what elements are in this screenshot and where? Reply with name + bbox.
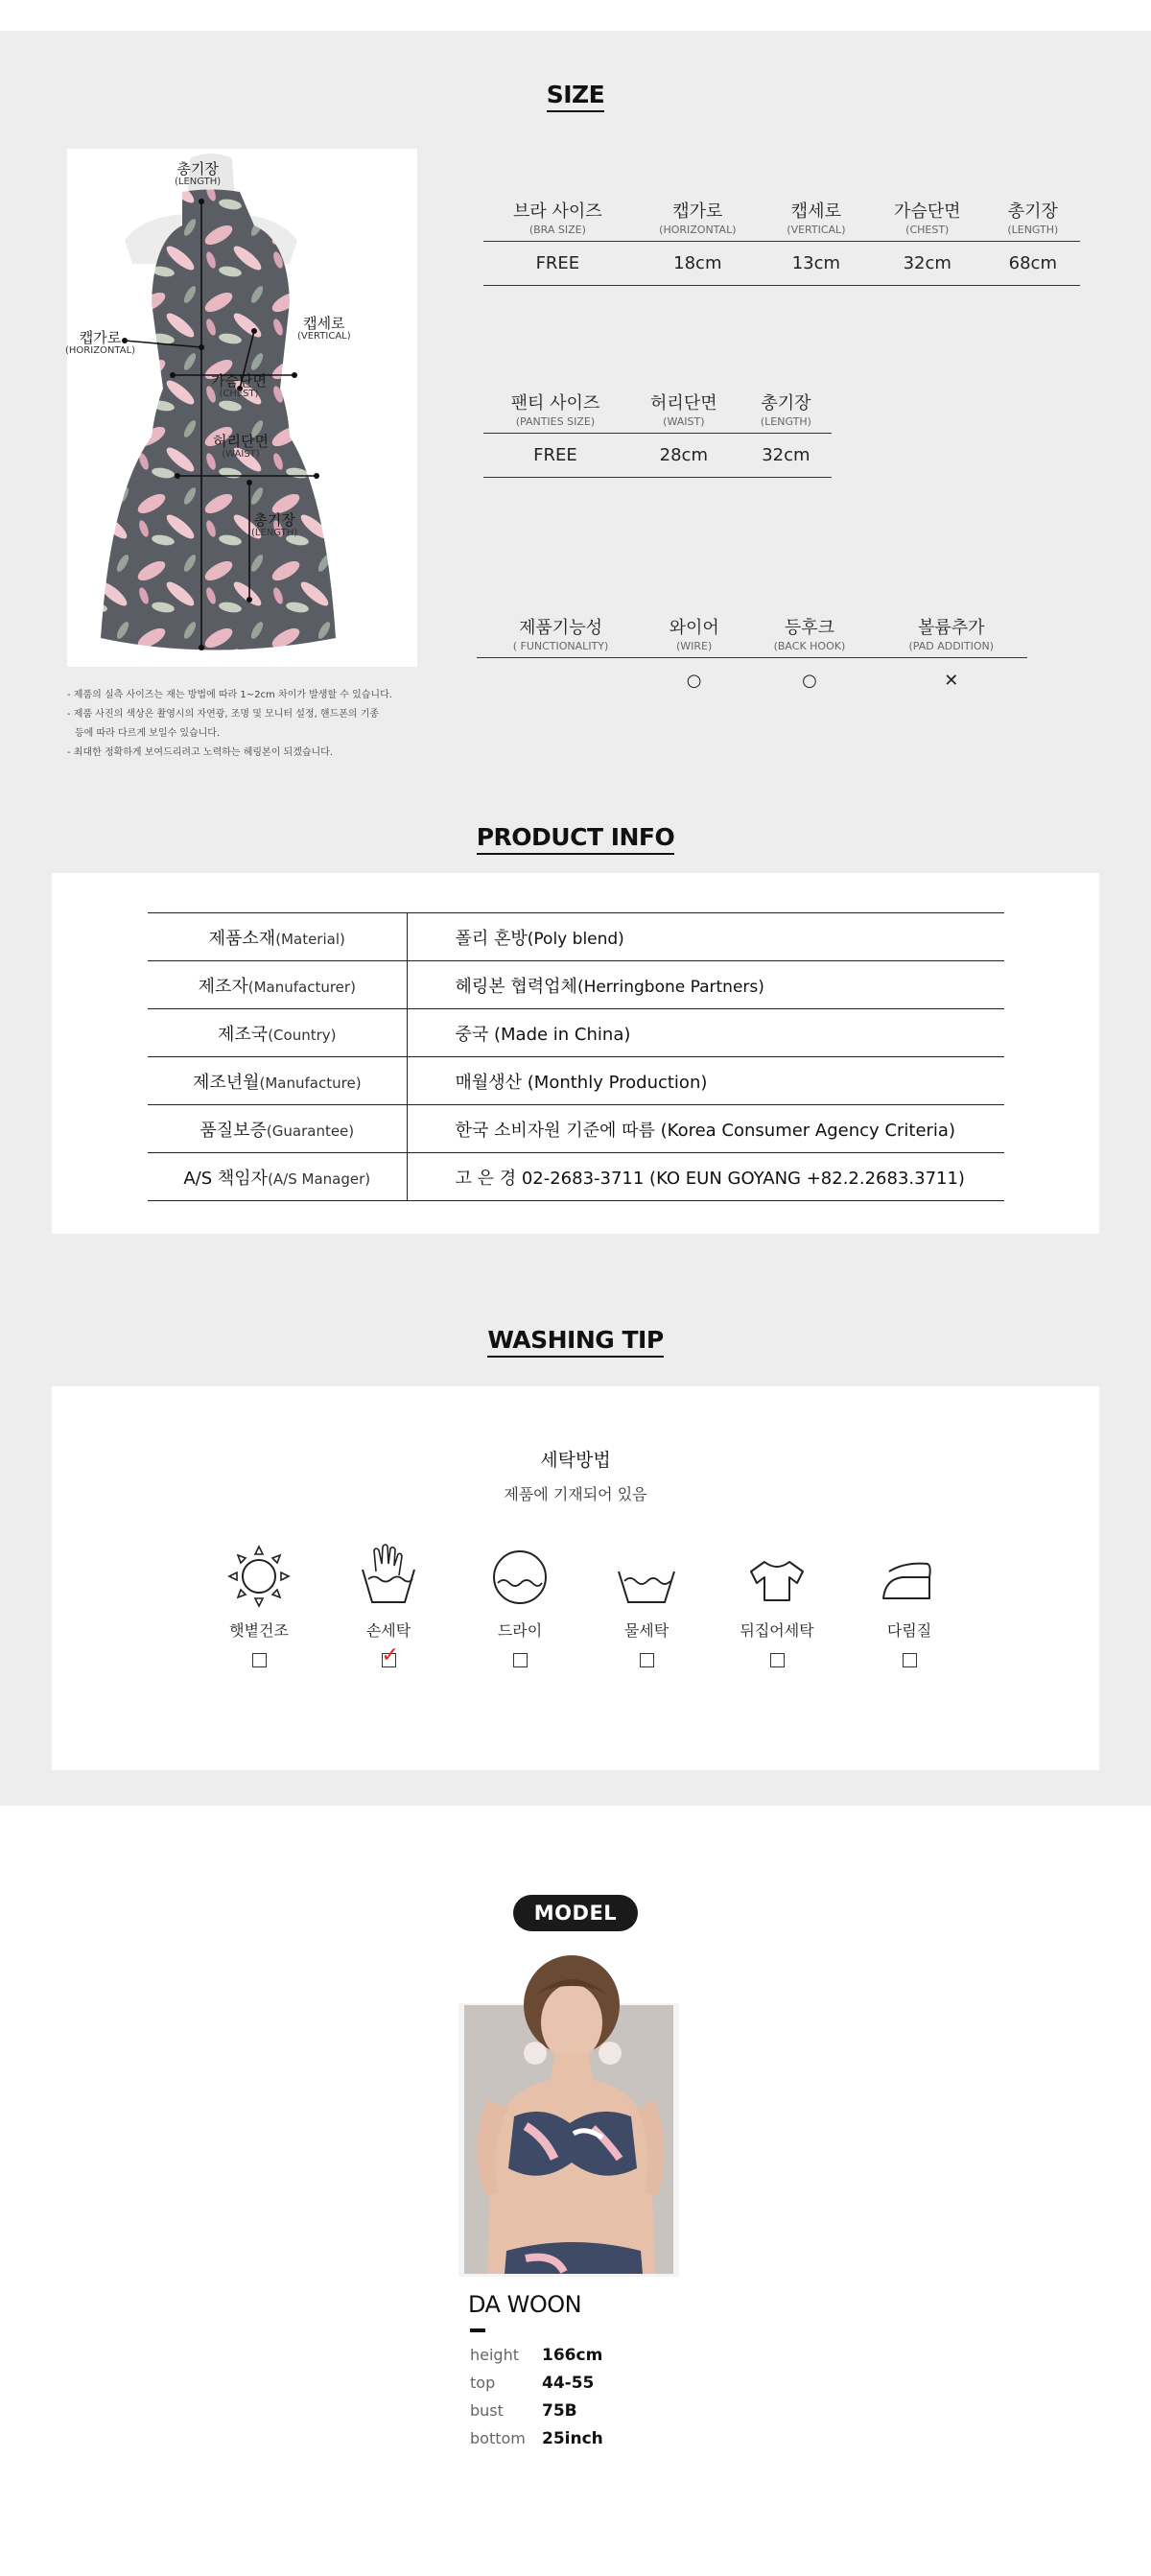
- wash-label: 햇볕건조: [229, 1621, 289, 1640]
- info-value: 고 은 경 02-2683-3711 (KO EUN GOYANG +82.2.2683.3711): [455, 1168, 965, 1189]
- func-cell-empty: [477, 658, 645, 702]
- dress-illustration: [67, 149, 417, 667]
- info-key: 제조자(Manufacturer): [148, 961, 407, 1009]
- washing-subheading: 제품에 기재되어 있음: [504, 1485, 647, 1503]
- bra-cell-length: 68cm: [1008, 253, 1057, 274]
- label-cup-vertical: 캡세로 (VERTICAL): [297, 315, 351, 342]
- bra-cell-horizontal: 18cm: [673, 253, 722, 274]
- dry-clean-checkbox[interactable]: [513, 1653, 528, 1667]
- bra-header-vertical: 캡세로 (VERTICAL): [787, 201, 846, 236]
- panty-header-size: 팬티 사이즈 (PANTIES SIZE): [510, 393, 600, 428]
- wash-item-water-wash: [589, 1543, 704, 1667]
- label-waist: 허리단면 (WAIST): [213, 433, 269, 460]
- bra-header-chest: 가슴단면 (CHEST): [893, 201, 961, 236]
- model-spec-row: [470, 2345, 602, 2366]
- hand-wash-checkbox[interactable]: [381, 1643, 399, 1667]
- func-header-functionality: 제품기능성 ( FUNCTIONALITY): [512, 618, 609, 652]
- table-row: [148, 1105, 1004, 1153]
- bra-header-size: 브라 사이즈 (BRA SIZE): [513, 201, 602, 236]
- func-header-back-hook: 등후크 (BACK HOOK): [773, 618, 846, 652]
- panty-cell-length: 32cm: [762, 445, 810, 466]
- panty-cell-size: FREE: [533, 445, 577, 466]
- garment-measurement-diagram: [67, 149, 417, 667]
- model-photo: [458, 1946, 679, 2277]
- water-wash-checkbox[interactable]: [640, 1653, 654, 1667]
- spec-value: 75B: [542, 2401, 577, 2421]
- size-section-title: SIZE: [0, 81, 1151, 112]
- func-header-pad: 볼륨추가 (PAD ADDITION): [908, 618, 995, 652]
- bra-cell-chest: 32cm: [903, 253, 951, 274]
- bra-header-horizontal: 캡가로 (HORIZONTAL): [659, 201, 737, 236]
- wash-item-sun-dry: [201, 1543, 317, 1667]
- hand-wash-icon: [355, 1543, 422, 1610]
- wash-label: 뒤집어세탁: [740, 1621, 814, 1640]
- panty-header-length: 총기장 (LENGTH): [760, 393, 811, 428]
- note-line: - 제품 사진의 색상은 촬영시의 자연광, 조명 및 모니터 설정, 핸드폰의 기종: [67, 709, 380, 720]
- label-cup-horizontal: 캡가로 (HORIZONTAL): [65, 329, 136, 356]
- panty-cell-waist: 28cm: [659, 445, 708, 466]
- model-badge: MODEL: [513, 1895, 638, 1931]
- note-line: 등에 따라 다르게 보일수 있습니다.: [75, 728, 221, 739]
- bra-cell-vertical: 13cm: [791, 253, 841, 274]
- info-value: 한국 소비자원 기준에 따름 (Korea Consumer Agency Criteria): [455, 1120, 955, 1141]
- note-line: - 최대한 정확하게 보여드리려고 노력하는 헤링본이 되겠습니다.: [67, 747, 334, 758]
- bra-cell-size: FREE: [535, 253, 580, 274]
- sun-dry-checkbox[interactable]: [252, 1653, 267, 1667]
- model-spec-row: [470, 2428, 603, 2449]
- water-wash-icon: [613, 1543, 680, 1610]
- label-chest: 가슴단면 (CHEST): [211, 372, 267, 399]
- model-spec-row: [470, 2373, 594, 2394]
- spec-key: bottom: [470, 2429, 526, 2447]
- info-value: 폴리 혼방(Poly blend): [455, 928, 624, 949]
- table-row: [148, 1009, 1004, 1057]
- info-key: A/S 책임자(A/S Manager): [148, 1153, 407, 1201]
- size-notes: [67, 686, 432, 763]
- wash-item-hand-wash: [331, 1543, 446, 1667]
- spec-value: 44-55: [542, 2374, 595, 2393]
- wash-label: 드라이: [497, 1621, 543, 1640]
- table-row: [148, 1153, 1004, 1201]
- model-name-underline: [470, 2328, 485, 2332]
- note-line: - 제품의 실측 사이즈는 재는 방법에 따라 1~2cm 차이가 발생할 수 있습니다.: [67, 690, 392, 700]
- functionality-table: [477, 620, 1027, 702]
- info-key: 제조년월(Manufacture): [148, 1057, 407, 1105]
- iron-checkbox[interactable]: [903, 1653, 917, 1667]
- spec-key: top: [470, 2374, 496, 2392]
- wash-item-inside-out: [719, 1543, 834, 1667]
- iron-icon: [876, 1543, 943, 1610]
- wash-label: 물세탁: [623, 1621, 669, 1640]
- table-row: [483, 242, 1080, 286]
- table-row: [483, 434, 832, 478]
- washing-tip-title: WASHING TIP: [0, 1326, 1151, 1358]
- spec-value: 166cm: [542, 2346, 603, 2365]
- bra-header-length: 총기장 (LENGTH): [1007, 201, 1059, 236]
- sun-dry-icon: [225, 1543, 293, 1610]
- washing-heading: 세탁방법: [540, 1450, 611, 1471]
- model-name: DA WOON: [468, 2291, 582, 2318]
- table-row: [148, 1057, 1004, 1105]
- pad-no-cross-icon: ✕: [944, 670, 959, 691]
- table-row: [148, 913, 1004, 961]
- wash-label: 손세탁: [365, 1621, 411, 1640]
- model-spec-row: [470, 2400, 577, 2422]
- table-row: [148, 961, 1004, 1009]
- spec-value: 25inch: [542, 2429, 603, 2448]
- info-value: 중국 (Made in China): [455, 1024, 631, 1045]
- info-value: 헤링본 협력업체(Herringbone Partners): [455, 976, 764, 997]
- info-key: 품질보증(Guarantee): [148, 1105, 407, 1153]
- info-key: 제조국(Country): [148, 1009, 407, 1057]
- inside-out-wash-checkbox[interactable]: [770, 1653, 785, 1667]
- table-row: [477, 658, 1027, 702]
- product-info-table: [148, 912, 1004, 1201]
- back-hook-yes-circle-icon: ○: [802, 670, 817, 691]
- info-key: 제품소재(Material): [148, 913, 407, 961]
- check-mark-icon: ✓: [381, 1643, 399, 1667]
- wash-item-iron: [852, 1543, 967, 1667]
- wash-label: 다림질: [886, 1621, 932, 1640]
- bra-size-table: [483, 203, 1080, 286]
- label-length-top: 총기장 (LENGTH): [175, 160, 222, 187]
- dry-clean-icon: [486, 1543, 553, 1610]
- wash-item-dry-clean: [462, 1543, 577, 1667]
- wire-yes-circle-icon: ○: [686, 670, 702, 691]
- info-value: 매월생산 (Monthly Production): [455, 1072, 708, 1093]
- label-length-bottom: 총기장 (LENGTH): [251, 511, 298, 538]
- func-header-wire: 와이어 (WIRE): [669, 618, 719, 652]
- spec-key: height: [470, 2346, 519, 2364]
- panty-header-waist: 허리단면 (WAIST): [650, 393, 717, 428]
- product-info-title: PRODUCT INFO: [0, 823, 1151, 855]
- panty-size-table: [483, 395, 832, 478]
- spec-key: bust: [470, 2401, 504, 2420]
- inside-out-wash-icon: [743, 1543, 810, 1610]
